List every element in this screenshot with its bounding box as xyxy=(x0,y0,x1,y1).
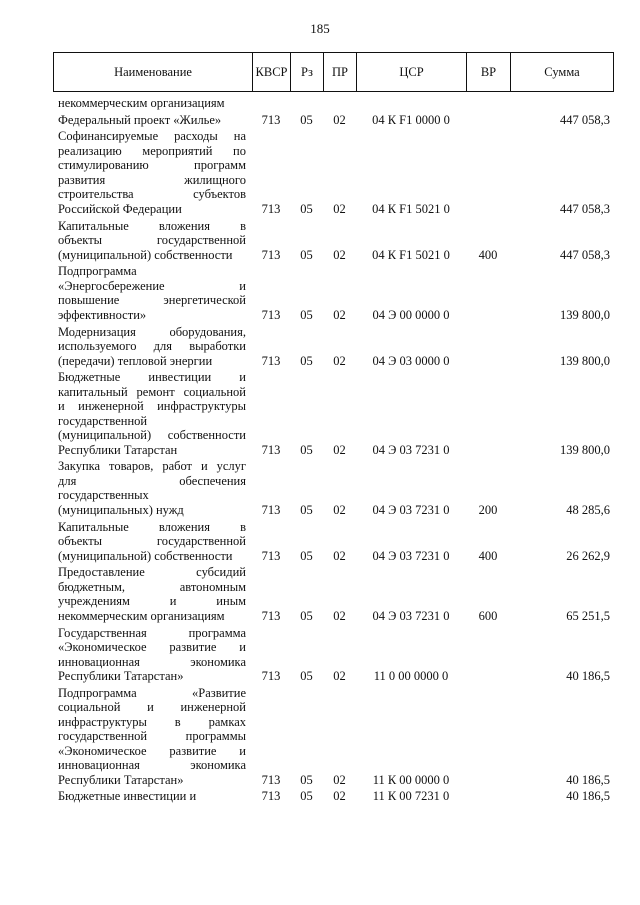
row-name xyxy=(58,325,246,369)
row-pr: 02 xyxy=(333,442,346,457)
row-rz: 05 xyxy=(300,502,313,517)
row-name-line: инновационная экономика xyxy=(58,654,246,669)
row-name-line: повышение энергетической xyxy=(58,293,246,308)
row-kvsr: 713 xyxy=(261,789,281,804)
row-name xyxy=(58,565,246,623)
row-kvsr: 713 xyxy=(261,548,281,563)
row-pr: 02 xyxy=(333,669,346,683)
row-name-line: Бюджетные инвестиции и xyxy=(58,789,197,804)
row-pr: 02 xyxy=(333,548,346,563)
table-row xyxy=(0,789,640,804)
row-name-line: для обеспечения xyxy=(58,473,246,488)
row-name-line: Бюджетные инвестиции и xyxy=(58,370,246,385)
row-name-line: Подпрограмма xyxy=(58,264,137,279)
row-csr: 04 Э 00 0000 0 xyxy=(372,307,450,322)
row-name xyxy=(58,789,246,804)
header-sum: Сумма xyxy=(544,65,580,79)
row-vr: 200 xyxy=(478,502,498,517)
row-csr: 04 Э 03 7231 0 xyxy=(372,442,450,457)
table-row xyxy=(0,264,640,322)
table-row xyxy=(0,565,640,623)
row-name-line: реализацию мероприятий по xyxy=(58,143,246,158)
row-name-line: «Энергосбережение и xyxy=(58,278,246,293)
row-name-line: инфраструктуры в рамках xyxy=(58,714,246,729)
row-name-line: (муниципальной) собственности xyxy=(58,428,246,443)
header-rz: Рз xyxy=(291,53,324,91)
row-csr: 04 К F1 5021 0 xyxy=(372,201,450,216)
row-name-line: (муниципальных) нужд xyxy=(58,502,184,517)
row-sum: 139 800,0 xyxy=(560,353,610,368)
row-name-line: стимулированию программ xyxy=(58,158,246,173)
row-csr: 04 Э 03 7231 0 xyxy=(372,502,450,517)
row-rz: 05 xyxy=(300,201,313,216)
row-name-line: Республики Татарстан» xyxy=(58,772,184,787)
row-name-line: объекты государственной xyxy=(58,534,246,549)
row-kvsr: 713 xyxy=(261,772,281,787)
row-pr: 02 xyxy=(333,353,346,368)
row-rz: 05 xyxy=(300,548,313,563)
row-csr: 04 Э 03 7231 0 xyxy=(372,608,450,623)
row-kvsr: 713 xyxy=(261,307,281,322)
row-sum: 40 186,5 xyxy=(566,669,610,683)
row-kvsr: 713 xyxy=(261,608,281,623)
row-sum: 26 262,9 xyxy=(566,548,610,563)
row-name-line: и инженерной инфраструктуры xyxy=(58,399,246,414)
row-sum: 447 058,3 xyxy=(560,201,610,216)
row-name-line: Капитальные вложения в xyxy=(58,519,246,534)
row-name-line: капитальный ремонт социальной xyxy=(58,384,246,399)
row-name-line: государственной xyxy=(58,413,148,428)
row-csr: 04 К F1 0000 0 xyxy=(372,112,450,127)
row-name-line: «Экономическое развитие и xyxy=(58,743,246,758)
row-name-line: Предоставление субсидий xyxy=(58,565,246,580)
row-rz: 05 xyxy=(300,789,313,804)
row-name xyxy=(58,686,246,788)
row-kvsr: 713 xyxy=(261,669,281,683)
row-name-line: (муниципальной) собственности xyxy=(58,247,233,262)
row-pr: 02 xyxy=(333,789,346,804)
row-kvsr: 713 xyxy=(261,247,281,262)
row-name-line: некоммерческим организациям xyxy=(58,608,225,623)
row-name xyxy=(58,520,246,564)
row-csr: 04 К F1 5021 0 xyxy=(372,247,450,262)
table-row xyxy=(0,686,640,788)
row-name xyxy=(58,96,246,111)
row-name-line: Капитальные вложения в xyxy=(58,218,246,233)
header-csr: ЦСР xyxy=(357,53,467,91)
table-row xyxy=(0,520,640,564)
row-vr: 400 xyxy=(478,548,498,563)
row-name-line: учреждениям и иным xyxy=(58,594,246,609)
row-name xyxy=(58,129,246,216)
row-name-line: используемого для выработки xyxy=(58,339,246,353)
row-name-line: Закупка товаров, работ и услуг xyxy=(58,459,246,474)
row-rz: 05 xyxy=(300,669,313,683)
row-name xyxy=(58,370,246,457)
row-kvsr: 713 xyxy=(261,112,281,127)
row-name-line: (муниципальной) собственности xyxy=(58,548,233,563)
row-kvsr: 713 xyxy=(261,442,281,457)
row-sum: 65 251,5 xyxy=(566,608,610,623)
row-name xyxy=(58,219,246,263)
table-row xyxy=(0,96,640,111)
row-sum: 139 800,0 xyxy=(560,442,610,457)
row-name-line: Государственная программа xyxy=(58,625,246,640)
header-name: Наименование xyxy=(54,53,253,91)
page-number: 185 xyxy=(310,21,330,36)
row-name-line: Республики Татарстан xyxy=(58,442,178,457)
row-kvsr: 713 xyxy=(261,502,281,517)
row-pr: 02 xyxy=(333,112,346,127)
row-name-line: «Экономическое развитие и xyxy=(58,640,246,654)
row-name xyxy=(58,626,246,684)
row-name-line: Софинансируемые расходы на xyxy=(58,129,246,144)
row-name-line: государственных xyxy=(58,488,149,503)
row-pr: 02 xyxy=(333,502,346,517)
row-rz: 05 xyxy=(300,112,313,127)
header-kvsr: КВСР xyxy=(253,53,291,91)
row-name-line: некоммерческим организациям xyxy=(58,96,225,110)
row-sum: 40 186,5 xyxy=(566,772,610,787)
row-name xyxy=(58,264,246,322)
row-name-line: социальной и инженерной xyxy=(58,700,246,715)
row-csr: 11 К 00 7231 0 xyxy=(372,789,450,804)
table-row xyxy=(0,219,640,263)
row-vr: 400 xyxy=(478,247,498,262)
row-pr: 02 xyxy=(333,772,346,787)
table-row xyxy=(0,626,640,684)
header-vr: ВР xyxy=(467,53,511,91)
row-name-line: строительства субъектов xyxy=(58,187,246,202)
row-rz: 05 xyxy=(300,608,313,623)
row-sum: 447 058,3 xyxy=(560,112,610,127)
row-name-line: инновационная экономика xyxy=(58,758,246,773)
row-name-line: Подпрограмма «Развитие xyxy=(58,685,246,700)
row-kvsr: 713 xyxy=(261,201,281,216)
row-name xyxy=(58,113,246,128)
row-name-line: государственной программы xyxy=(58,729,246,744)
table-row xyxy=(0,325,640,369)
table-row xyxy=(0,113,640,128)
row-vr: 600 xyxy=(478,608,498,623)
row-name-line: эффективности» xyxy=(58,307,147,322)
row-pr: 02 xyxy=(333,201,346,216)
row-rz: 05 xyxy=(300,247,313,262)
row-csr: 11 0 00 0000 0 xyxy=(373,669,449,683)
table-row xyxy=(0,129,640,216)
row-name-line: объекты государственной xyxy=(58,233,246,248)
table-row xyxy=(0,459,640,517)
row-csr: 04 Э 03 7231 0 xyxy=(372,548,450,563)
row-rz: 05 xyxy=(300,772,313,787)
row-sum: 447 058,3 xyxy=(560,247,610,262)
header-pr: ПР xyxy=(324,53,357,91)
row-name-line: Республики Татарстан» xyxy=(58,669,184,683)
row-rz: 05 xyxy=(300,442,313,457)
row-name-line: бюджетным, автономным xyxy=(58,579,246,594)
row-kvsr: 713 xyxy=(261,353,281,368)
row-pr: 02 xyxy=(333,608,346,623)
row-name-line: Федеральный проект «Жилье» xyxy=(58,112,222,127)
row-sum: 48 285,6 xyxy=(566,502,610,517)
row-name xyxy=(58,459,246,517)
row-sum: 40 186,5 xyxy=(566,789,610,804)
table-row xyxy=(0,370,640,457)
row-csr: 11 К 00 0000 0 xyxy=(372,772,450,787)
table-header xyxy=(53,52,614,92)
row-name-line: (передачи) тепловой энергии xyxy=(58,353,213,368)
row-sum: 139 800,0 xyxy=(560,307,610,322)
row-rz: 05 xyxy=(300,307,313,322)
row-pr: 02 xyxy=(333,247,346,262)
row-name-line: Российской Федерации xyxy=(58,201,182,216)
row-csr: 04 Э 03 0000 0 xyxy=(372,353,450,368)
row-name-line: Модернизация оборудования, xyxy=(58,324,246,339)
row-rz: 05 xyxy=(300,353,313,368)
row-name-line: развития жилищного xyxy=(58,172,246,187)
row-pr: 02 xyxy=(333,307,346,322)
